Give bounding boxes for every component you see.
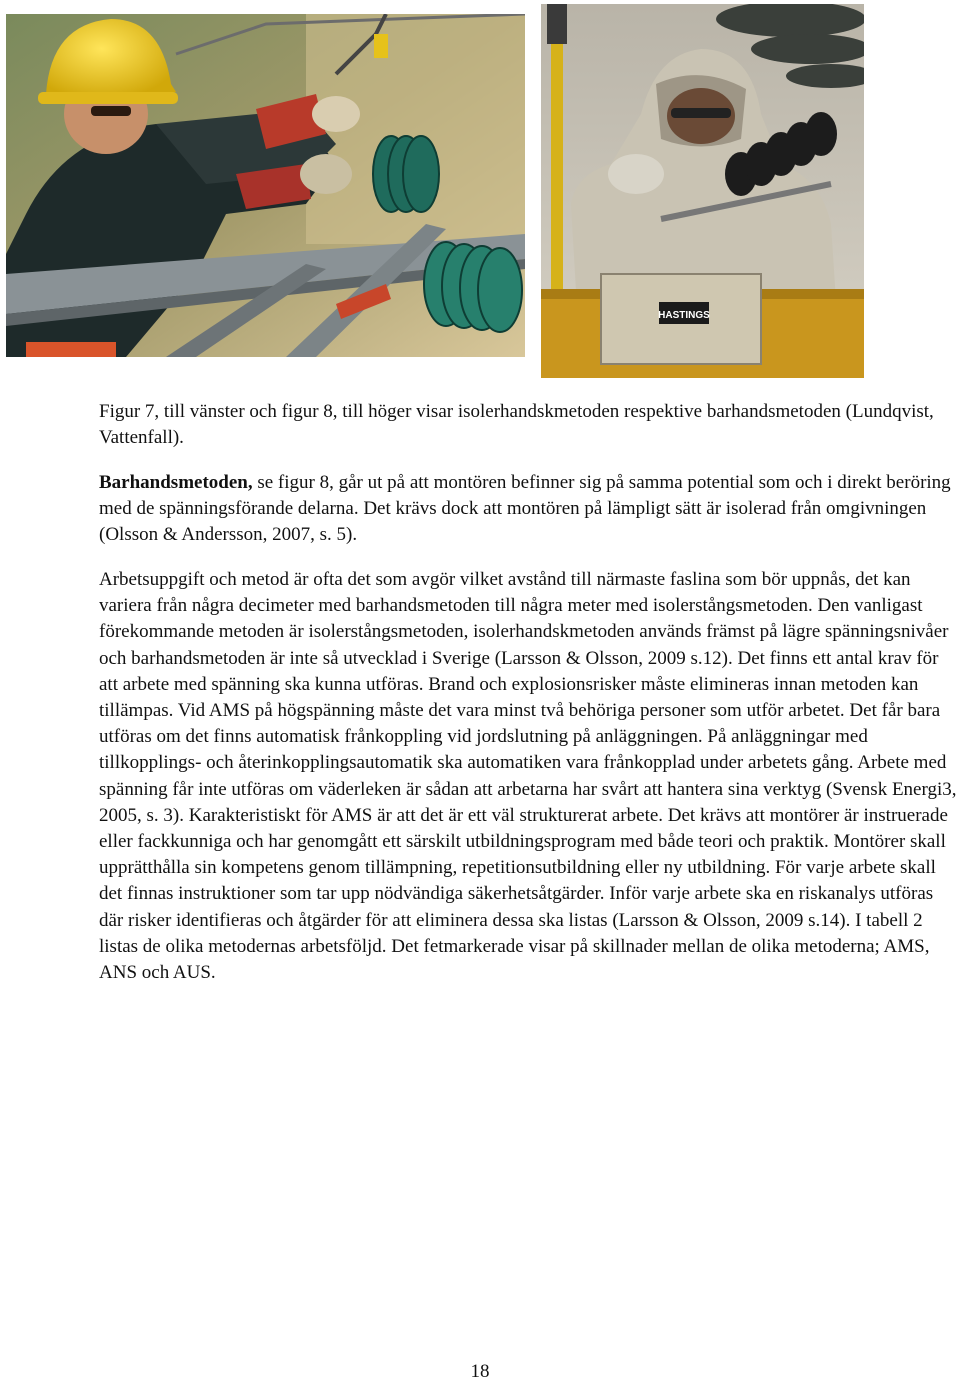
paragraph-arbetsuppgift [99,567,959,986]
page-number: 18 [470,1361,490,1382]
figure-8-photo [541,4,864,378]
figure-7-photo [6,14,525,357]
caption-text: Figur 7, till vänster och figur 8, till höger visar isolerhandskmetoden respektive barhandsmetoden (Lundqvist, Vattenfall). [99,401,934,449]
paragraph-1-bold-lead: Barhandsmetoden, [99,472,253,493]
paragraph-1 [99,470,959,549]
hooded-worker-bucket-photo-icon [541,4,864,378]
paragraph-1-text: se figur 8, går ut på att montören befinner sig på samma potential som och i direkt beröring med de spänningsförande delarna. Det krävs dock att montören på lämpligt sätt är isolerad från omgivningen (Olsson & Andersson, 2007, s. 5). [99,472,951,546]
lineman-insulator-photo-icon [6,14,525,357]
paragraph-2: Arbetsuppgift och metod är ofta det som avgör vilket avstånd till närmaste faslina som bör uppnås, det kan variera från några decimeter med barhandsmetoden till några meter med isolerstångsmetoden. Den vanligast förekommande metoden är isolerstångsmetoden, isolerhandskmetoden används främst på lägre spänningsnivåer och barhandsmetoden är inte så utvecklad i Sverige (Larsson & Olsson, 2009 s.12). Det finns ett antal krav för att arbete med spänning ska kunna utföras. Brand och explosionsrisker måste elimineras innan metoden kan tillämpas. Vid AMS på högspänning måste det vara minst två behöriga personer som utför arbetet. Det får bara utföras om det finns automatisk frånkoppling vid jordslutning på anläggningen. På anläggningar med tillkopplings- och återinkopplingsautomatik ska automatiken vara frånkopplad under arbetets gång. Arbete med spänning får inte utföras om väderleken är sådan att arbetarna har svårt att hantera sina verktyg (Svensk Energi3, 2005, s. 3). Karakteristiskt för AMS är att det är ett väl strukturerat arbete. Det krävs att montörer är instruerade eller fackkunniga och har genomgått ett särskilt utbildningsprogram med både teori och praktik. Montörer skall upprätthålla sin kompetens genom tillämpning, repetitionsutbildning eller ny utbildning. För varje arbete skall det finnas instruktioner som tar upp nödvändiga säkerhetsåtgärder. Inför varje arbete ska en riskanalys utföras där risker identifieras och åtgärder för att eliminera dessa ska listas (Larsson & Olsson, 2009 s.14). I tabell 2 listas de olika metodernas arbetsföljd. Det fetmarkerade visar på skillnader mellan de olika metoderna; AMS, ANS och AUS. [99,569,957,984]
figure-caption [99,399,959,451]
bucket-brand-label: HASTINGS [658,310,710,321]
paragraph-barhandsmetoden [99,470,959,549]
